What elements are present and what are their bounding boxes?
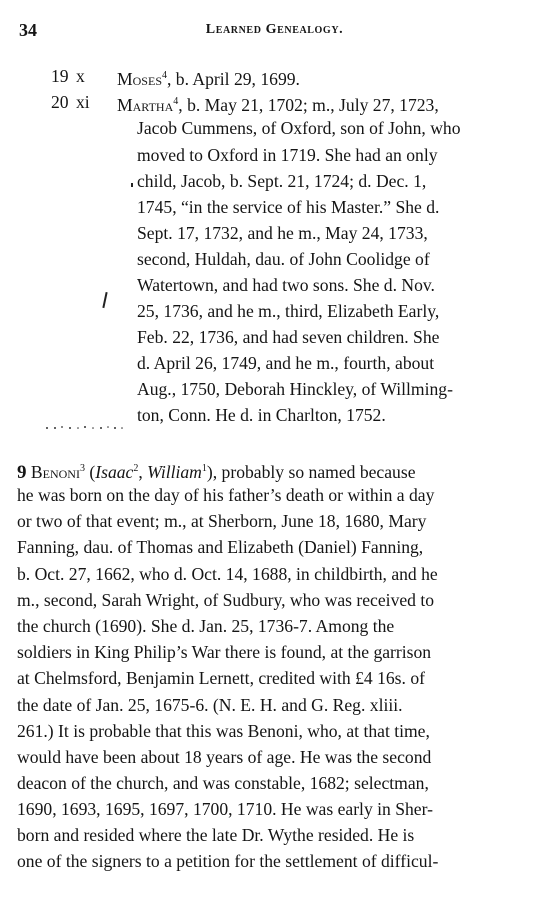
ancestor-separator: , — [138, 461, 148, 482]
child-19-line — [117, 64, 300, 91]
child-20-text-line: 1745, “in the service of his Master.” She d. — [137, 197, 440, 217]
entry-text-line: would have been about 18 years of age. He was the second — [17, 747, 432, 767]
child-20-generation: 4 — [173, 96, 179, 107]
entry-number: 9 — [17, 461, 27, 483]
entry-text-line: deacon of the church, and was constable, 1682; selectman, — [17, 773, 429, 793]
entry-text-line: the date of Jan. 25, 1675-6. (N. E. H. and G. Reg. xliii. — [17, 695, 403, 715]
child-20-text-line: Sept. 17, 1732, and he m., May 24, 1733, — [137, 223, 428, 243]
entry-first-line-rest: ), probably so named because — [206, 461, 416, 482]
child-20-text-line: ton, Conn. He d. in Charlton, 1752. — [137, 405, 386, 425]
page-number: 34 — [19, 20, 37, 40]
child-20-name: Martha — [117, 94, 174, 115]
running-title: Learned Genealogy. — [205, 22, 344, 37]
child-20-text-line: child, Jacob, b. Sept. 21, 1724; d. Dec. 1, — [137, 171, 427, 191]
child-19-details: , b. April 29, 1699. — [167, 68, 300, 89]
child-20-text-line: Aug., 1750, Deborah Hinckley, of Willming- — [137, 379, 453, 399]
entry-text-line: 261.) It is probable that this was Benoni, who, at that time, — [17, 721, 430, 741]
child-20-number: 20 — [51, 92, 69, 112]
entry-name-generation: 3 — [79, 463, 85, 474]
scan-speck — [131, 183, 133, 187]
child-19-generation: 4 — [162, 70, 167, 81]
child-20-text-line: second, Huldah, dau. of John Coolidge of — [137, 249, 430, 269]
child-19-number: 19 — [51, 66, 69, 86]
ancestor-grandfather-generation: 1 — [201, 463, 207, 474]
entry-text-line: one of the signers to a petition for the settlement of difficul- — [17, 851, 439, 871]
entry-text-line: the church (1690). She d. Jan. 25, 1736-7. Among the — [17, 616, 395, 636]
entry-text-line: Fanning, dau. of Thomas and Elizabeth (Daniel) Fanning, — [17, 537, 424, 557]
child-20-text-line: moved to Oxford in 1719. She had an only — [137, 145, 438, 165]
child-20-text-line: Watertown, and had two sons. She d. Nov. — [137, 275, 435, 295]
ancestor-father: Isaac — [95, 461, 134, 482]
child-20-text-line: d. April 26, 1749, and he m., fourth, about — [137, 353, 435, 373]
child-20-roman: xi — [76, 92, 90, 112]
child-20-details: , b. May 21, 1702; m., July 27, 1723, — [178, 94, 439, 115]
child-19-roman: x — [76, 66, 85, 86]
entry-text-line: he was born on the day of his father’s death or within a day — [17, 485, 435, 505]
child-20-text-line: 25, 1736, and he m., third, Elizabeth Early, — [137, 301, 440, 321]
entry-text-line: 1690, 1693, 1695, 1697, 1700, 1710. He was early in Sher- — [17, 799, 433, 819]
entry-text-line: or two of that event; m., at Sherborn, June 18, 1680, Mary — [17, 511, 427, 531]
child-20-text-line: Feb. 22, 1736, and had seven children. She — [137, 327, 440, 347]
entry-text-line: m., second, Sarah Wright, of Sudbury, who was received to — [17, 590, 435, 610]
child-20-text-line: Jacob Cummens, of Oxford, son of John, who — [137, 118, 461, 138]
entry-text-line: soldiers in King Philip’s War there is found, at the garrison — [17, 642, 432, 662]
open-paren: ( — [84, 461, 96, 482]
ancestor-grandfather: William — [147, 461, 202, 482]
entry-name: Benoni — [30, 461, 80, 482]
scan-speck — [102, 292, 107, 308]
entry-9-first-line — [17, 457, 416, 485]
child-20-line — [117, 90, 439, 117]
scan-dots — [45, 425, 125, 431]
entry-text-line: born and resided where the late Dr. Wythe resided. He is — [17, 825, 415, 845]
child-19-name: Moses — [117, 68, 162, 89]
entry-text-line: at Chelmsford, Benjamin Lernett, credited with £4 16s. of — [17, 668, 425, 688]
entry-text-line: b. Oct. 27, 1662, who d. Oct. 14, 1688, in childbirth, and he — [17, 564, 438, 584]
ancestor-father-generation: 2 — [133, 463, 139, 474]
